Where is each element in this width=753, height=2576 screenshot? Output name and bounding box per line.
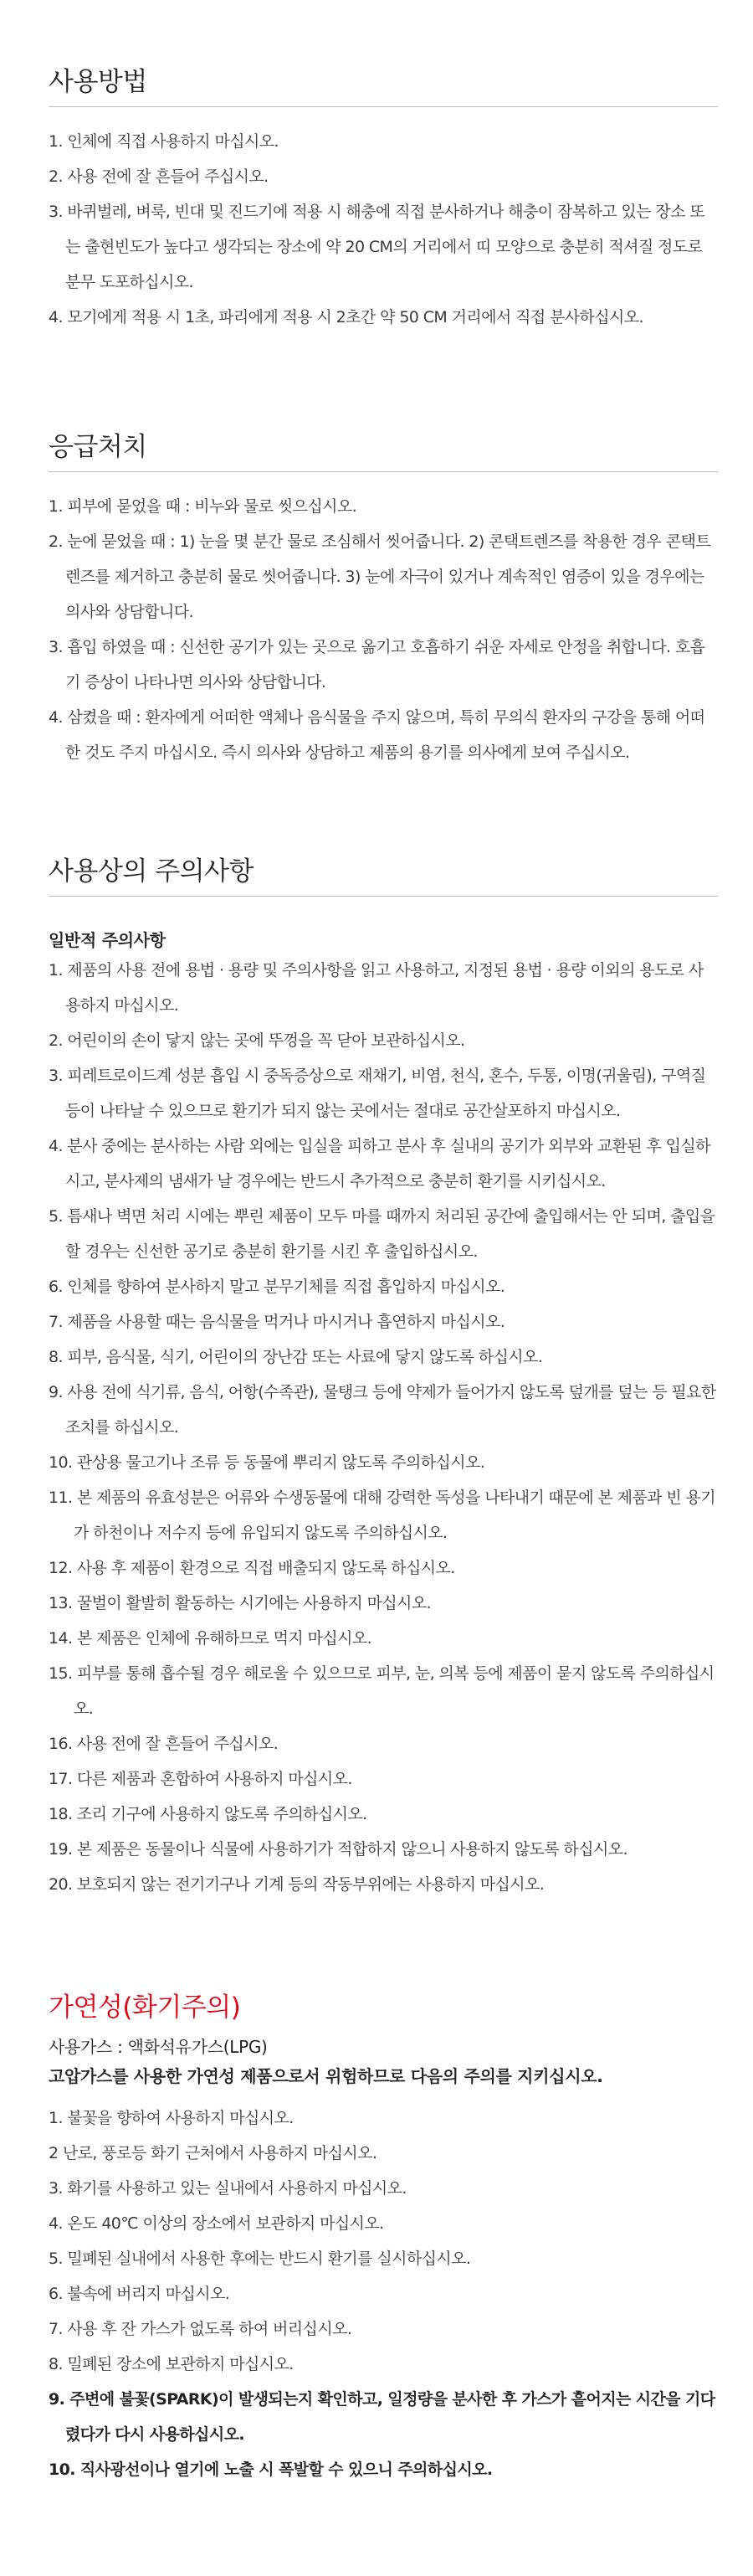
list-item: 10. 직사광선이나 열기에 노출 시 폭발할 수 있으니 주의하십시오.	[49, 2460, 493, 2479]
list-item: 1. 인체에 직접 사용하지 마십시오.	[49, 132, 279, 151]
list-item: 17. 다른 제품과 혼합하여 사용하지 마십시오.	[49, 1770, 352, 1788]
list-item: 14. 본 제품은 인체에 유해하므로 먹지 마십시오.	[49, 1629, 372, 1648]
list-item: 16. 사용 전에 잘 흔들어 주십시오.	[49, 1735, 279, 1753]
precautions-title: 사용상의 주의사항	[49, 850, 718, 897]
list-item: 7. 사용 후 잔 가스가 없도록 하여 버리십시오.	[49, 2320, 352, 2338]
list-item: 5. 틈새나 벽면 처리 시에는 뿌린 제품이 모두 마를 때까지 처리된 공간에 출입해서는 안 되며, 출입을 할 경우는 신선한 공기로 충분히 환기를 시킨 후 출입하십시오.	[49, 1207, 715, 1261]
list-item: 6. 불속에 버리지 마십시오.	[49, 2285, 230, 2303]
list-item: 19. 본 제품은 동물이나 식물에 사용하기가 적합하지 않으니 사용하지 않도록 하십시오.	[49, 1840, 628, 1859]
list-item: 2. 어린이의 손이 닿지 않는 곳에 뚜껑을 꼭 닫아 보관하십시오.	[49, 1031, 465, 1050]
flammability-warning: 고압가스를 사용한 가연성 제품으로서 위험하므로 다음의 주의를 지키십시오.	[49, 2066, 603, 2086]
firstaid-list	[49, 489, 718, 770]
list-item: 20. 보호되지 않는 전기기구나 기계 등의 작동부위에는 사용하지 마십시오.	[49, 1875, 545, 1894]
list-item: 8. 피부, 음식물, 식기, 어린이의 장난감 또는 사료에 닿지 않도록 하십시오.	[49, 1348, 543, 1366]
gas-type: 사용가스 : 액화석유가스(LPG)	[49, 2037, 268, 2057]
list-item: 9. 사용 전에 식기류, 음식, 어항(수족관), 물탱크 등에 약제가 들어가지 않도록 덮개를 덮는 등 필요한 조치를 하십시오.	[49, 1383, 716, 1437]
list-item: 1. 불꽃을 향하여 사용하지 마십시오.	[49, 2109, 294, 2127]
list-item: 2. 사용 전에 잘 흔들어 주십시오.	[49, 167, 269, 186]
list-item: 10. 관상용 물고기나 조류 등 동물에 뿌리지 않도록 주의하십시오.	[49, 1453, 485, 1472]
list-item: 2 난로, 풍로등 화기 근처에서 사용하지 마십시오.	[49, 2144, 377, 2162]
list-item: 1. 제품의 사용 전에 용법 · 용량 및 주의사항을 읽고 사용하고, 지정된 용법 · 용량 이외의 용도로 사용하지 마십시오.	[49, 961, 704, 1015]
usage-list	[49, 124, 718, 335]
list-item: 4. 모기에게 적용 시 1초, 파리에게 적용 시 2초간 약 50 CM 거리에서 직접 분사하십시오.	[49, 308, 643, 326]
list-item: 1. 피부에 묻었을 때 : 비누와 물로 씻으십시오.	[49, 497, 357, 516]
list-item: 4. 온도 40℃ 이상의 장소에서 보관하지 마십시오.	[49, 2214, 384, 2233]
list-item: 18. 조리 기구에 사용하지 않도록 주의하십시오.	[49, 1805, 367, 1823]
firstaid-section	[49, 425, 718, 770]
usage-section	[49, 60, 718, 335]
list-item: 12. 사용 후 제품이 환경으로 직접 배출되지 않도록 하십시오.	[49, 1559, 455, 1577]
list-item: 15. 피부를 통해 흡수될 경우 해로울 수 있으므로 피부, 눈, 의복 등에 제품이 묻지 않도록 주의하십시오.	[49, 1664, 715, 1718]
list-item: 5. 밀폐된 실내에서 사용한 후에는 반드시 환기를 실시하십시오.	[49, 2250, 471, 2268]
usage-title: 사용방법	[49, 60, 718, 107]
precautions-section	[49, 850, 718, 1902]
list-item: 13. 꿀벌이 활발히 활동하는 시기에는 사용하지 마십시오.	[49, 1594, 432, 1612]
firstaid-title: 응급처치	[49, 425, 718, 472]
list-item: 9. 주변에 불꽃(SPARK)이 발생되는지 확인하고, 일정량을 분사한 후 가스가 흩어지는 시간을 기다렸다가 다시 사용하십시오.	[49, 2390, 715, 2444]
list-item: 7. 제품을 사용할 때는 음식물을 먹거나 마시거나 흡연하지 마십시오.	[49, 1313, 505, 1331]
list-item: 3. 피레트로이드계 성분 흡입 시 중독증상으로 재채기, 비염, 천식, 혼수, 두통, 이명(귀울림), 구역질 등이 나타날 수 있으므로 환기가 되지 않는 곳에서는 절대로 공간살포하지 마십시오.	[49, 1067, 706, 1120]
list-item: 3. 화기를 사용하고 있는 실내에서 사용하지 마십시오.	[49, 2179, 407, 2198]
flammability-title: 가연성(화기주의)	[49, 1992, 241, 2023]
list-item: 3. 바퀴벌레, 벼룩, 빈대 및 진드기에 적용 시 해충에 직접 분사하거나 해충이 잠복하고 있는 장소 또는 출현빈도가 높다고 생각되는 장소에 약 20 CM의 거리에서 띠 모양으로 충분히 적셔질 정도로 분무 도포하십시오.	[49, 203, 705, 291]
precautions-list	[49, 953, 718, 1902]
list-item: 2. 눈에 묻었을 때 : 1) 눈을 몇 분간 물로 조심해서 씻어줍니다. 2) 콘택트렌즈를 착용한 경우 콘택트렌즈를 제거하고 충분히 물로 씻어줍니다. 3) 눈에 자극이 있거나 계속적인 염증이 있을 경우에는 의사와 상담합니다.	[49, 532, 710, 621]
list-item: 11. 본 제품의 유효성분은 어류와 수생동물에 대해 강력한 독성을 나타내기 때문에 본 제품과 빈 용기가 하천이나 저수지 등에 유입되지 않도록 주의하십시오.	[49, 1489, 715, 1542]
list-item: 3. 흡입 하였을 때 : 신선한 공기가 있는 곳으로 옮기고 호흡하기 쉬운 자세로 안정을 취합니다. 호흡기 증상이 나타나면 의사와 상담합니다.	[49, 638, 705, 692]
list-item: 6. 인체를 향하여 분사하지 말고 분무기체를 직접 흡입하지 마십시오.	[49, 1278, 505, 1296]
document-page	[49, 60, 718, 2487]
flammability-section	[49, 1986, 718, 2487]
list-item: 4. 삼켰을 때 : 환자에게 어떠한 액체나 음식물을 주지 않으며, 특히 무의식 환자의 구강을 통해 어떠한 것도 주지 마십시오. 즉시 의사와 상담하고 제품의 용기를 의사에게 보여 주십시오.	[49, 708, 705, 762]
list-item: 8. 밀폐된 장소에 보관하지 마십시오.	[49, 2355, 294, 2373]
flammability-list	[49, 2100, 718, 2487]
list-item: 4. 분사 중에는 분사하는 사람 외에는 입실을 피하고 분사 후 실내의 공기가 외부와 교환된 후 입실하시고, 분사제의 냄새가 날 경우에는 반드시 추가적으로 충분히 환기를 시키십시오.	[49, 1137, 710, 1190]
precautions-subtitle: 일반적 주의사항	[49, 930, 166, 950]
